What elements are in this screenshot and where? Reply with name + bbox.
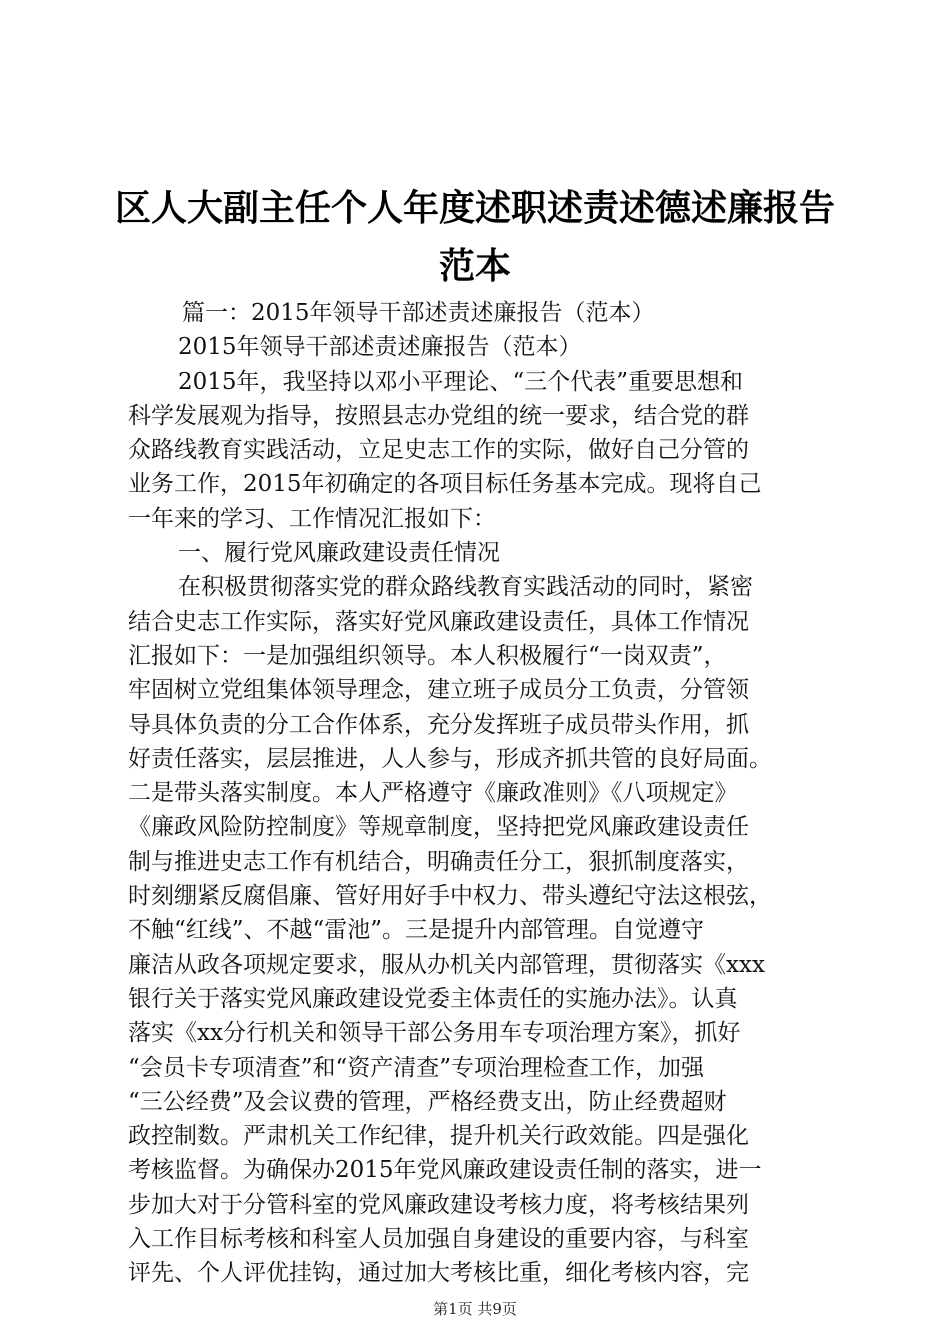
paragraph-line: “三公经费”及会议费的管理，严格经费支出，防止经费超财 bbox=[128, 1088, 727, 1115]
paragraph-line: 2015年，我坚持以邓小平理论、“三个代表”重要思想和 bbox=[178, 368, 744, 395]
paragraph-line: 好责任落实，层层推进，人人参与，形成齐抓共管的良好局面。 bbox=[128, 745, 772, 772]
paragraph-line: 科学发展观为指导，按照县志办党组的统一要求，结合党的群 bbox=[128, 402, 749, 429]
paragraph-line: 时刻绷紧反腐倡廉、管好用好手中权力、带头遵纪守法这根弦， bbox=[128, 883, 772, 910]
document-title: 区人大副主任个人年度述职述责述德述廉报告 bbox=[114, 188, 835, 229]
page-number: 第1页 共9页 bbox=[433, 1300, 517, 1318]
paragraph-line: 考核监督。为确保办2015年党风廉政建设责任制的落实，进一 bbox=[128, 1157, 762, 1184]
paragraph-line: 一年来的学习、工作情况汇报如下： bbox=[128, 505, 496, 532]
document-body bbox=[128, 296, 828, 1291]
paragraph-line: 在积极贯彻落实党的群众路线教育实践活动的同时，紧密 bbox=[178, 574, 753, 601]
paragraph-line: 结合史志工作实际，落实好党风廉政建设责任，具体工作情况 bbox=[128, 608, 749, 635]
paragraph-line: 业务工作，2015年初确定的各项目标任务基本完成。现将自己 bbox=[128, 471, 762, 498]
paragraph-line: 政控制数。严肃机关工作纪律，提升机关行政效能。四是强化 bbox=[128, 1123, 749, 1150]
paragraph-line: “会员卡专项清查”和“资产清查”专项治理检查工作，加强 bbox=[128, 1054, 705, 1081]
paragraph-line: 《廉政风险防控制度》等规章制度，坚持把党风廉政建设责任 bbox=[128, 814, 749, 841]
paragraph-line: 牢固树立党组集体领导理念，建立班子成员分工负责，分管领 bbox=[128, 677, 749, 704]
paragraph-line: 不触“红线”、不越“雷池”。三是提升内部管理。自觉遵守 bbox=[128, 917, 705, 944]
paragraph-line: 入工作目标考核和科室人员加强自身建设的重要内容，与科室 bbox=[128, 1226, 749, 1253]
document-title-continued: 范本 bbox=[438, 246, 511, 287]
report-subtitle: 2015年领导干部述责述廉报告（范本） bbox=[178, 334, 582, 361]
paragraph-line: 导具体负责的分工合作体系，充分发挥班子成员带头作用，抓 bbox=[128, 711, 749, 738]
paragraph-line: 落实《xx分行机关和领导干部公务用车专项治理方案》，抓好 bbox=[128, 1020, 741, 1047]
paragraph-line: 评先、个人评优挂钩，通过加大考核比重，细化考核内容，完 bbox=[128, 1260, 749, 1287]
section-heading-part-one: 篇一：2015年领导干部述责述廉报告（范本） bbox=[182, 300, 655, 326]
section-heading: 一、履行党风廉政建设责任情况 bbox=[178, 540, 500, 567]
paragraph-line: 二是带头落实制度。本人严格遵守《廉政准则》《八项规定》 bbox=[128, 780, 738, 807]
paragraph-line: 步加大对于分管科室的党风廉政建设考核力度，将考核结果列 bbox=[128, 1191, 749, 1218]
paragraph-line: 制与推进史志工作有机结合，明确责任分工，狠抓制度落实， bbox=[128, 848, 749, 875]
paragraph-line: 汇报如下：一是加强组织领导。本人积极履行“一岗双责”， bbox=[128, 642, 727, 669]
paragraph-line: 众路线教育实践活动，立足史志工作的实际，做好自己分管的 bbox=[128, 437, 749, 464]
paragraph-line: 廉洁从政各项规定要求，服从办机关内部管理，贯彻落实《xxx bbox=[128, 951, 765, 978]
paragraph-line: 银行关于落实党风廉政建设党委主体责任的实施办法》。认真 bbox=[128, 985, 738, 1012]
